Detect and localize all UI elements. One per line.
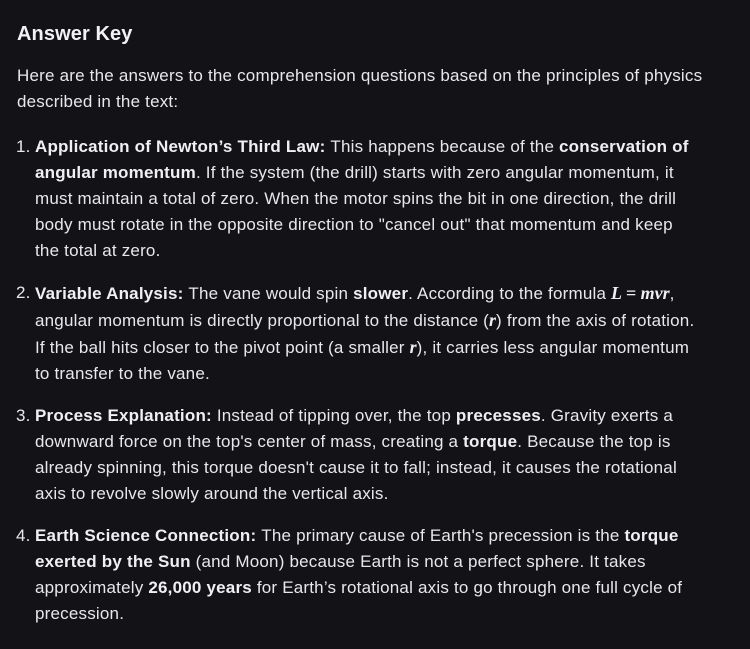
text-segment-normal: The primary cause of Earth's precession is the (261, 526, 625, 545)
answer-item-number: 2. (16, 283, 31, 302)
text-segment-normal: . According to the formula (408, 284, 612, 303)
text-segment-normal: , angular momentum is directly proportional to the distance ( (35, 284, 675, 330)
page-title: Answer Key (17, 23, 133, 45)
answer-list (17, 134, 707, 627)
text-segment-normal: (and Moon) because Earth is not a perfect sphere. It takes approximately (35, 552, 646, 597)
text-segment-bold: 26,000 years (148, 578, 252, 597)
text-segment-bold: Earth Science Connection: (35, 526, 262, 545)
text-segment-normal: . Because the top is already spinning, this torque doesn't cause it to fall; instead, it causes the rotational axis to revolve slowly around the vertical axis. (35, 432, 677, 503)
text-segment-normal: ), it carries less angular momentum to transfer to the vane. (35, 338, 690, 383)
text-segment-bold: conservation of angular momentum (35, 137, 689, 182)
text-segment-bold: torque exerted by the Sun (35, 526, 679, 571)
text-segment-math: r (409, 337, 417, 357)
text-segment-math: L = mvr (611, 283, 670, 303)
text-segment-normal: . If the system (the drill) starts with zero angular momentum, it must maintain a total of zero. When the motor spins the bit in one direction, the drill body must rotate in the opposite direction to "cancel out" that momentum and keep the total at zero. (35, 163, 677, 260)
answer-item-number: 4. (16, 526, 31, 545)
answer-item-3 (17, 403, 695, 507)
text-segment-normal: Instead of tipping over, the top (216, 406, 456, 425)
text-segment-normal: The vane would spin (188, 284, 354, 303)
text-segment-bold: precesses (455, 406, 541, 425)
answer-item-number: 1. (16, 137, 31, 156)
answer-item-4 (17, 523, 695, 627)
text-segment-normal: ) from the axis of rotation. If the ball hits closer to the pivot point (a smaller (35, 311, 695, 357)
text-segment-bold: slower (353, 284, 409, 303)
text-segment-normal: for Earth’s rotational axis to go through one full cycle of precession. (35, 578, 683, 623)
text-segment-bold: Variable Analysis: (35, 284, 189, 303)
text-segment-bold: Process Explanation: (35, 406, 217, 425)
text-segment-normal: This happens because of the (330, 137, 560, 156)
answer-item-number: 3. (16, 406, 31, 425)
answer-item-1 (17, 134, 695, 264)
text-segment-bold: Application of Newton’s Third Law: (35, 137, 331, 156)
text-segment-bold: torque (463, 432, 518, 451)
text-segment-normal: . Gravity exerts a downward force on the top's center of mass, creating a (35, 406, 673, 451)
answer-item-2 (17, 280, 695, 387)
text-segment-math: r (489, 310, 497, 330)
intro-text: Here are the answers to the comprehension questions based on the principles of physics described in the text: (17, 66, 703, 111)
